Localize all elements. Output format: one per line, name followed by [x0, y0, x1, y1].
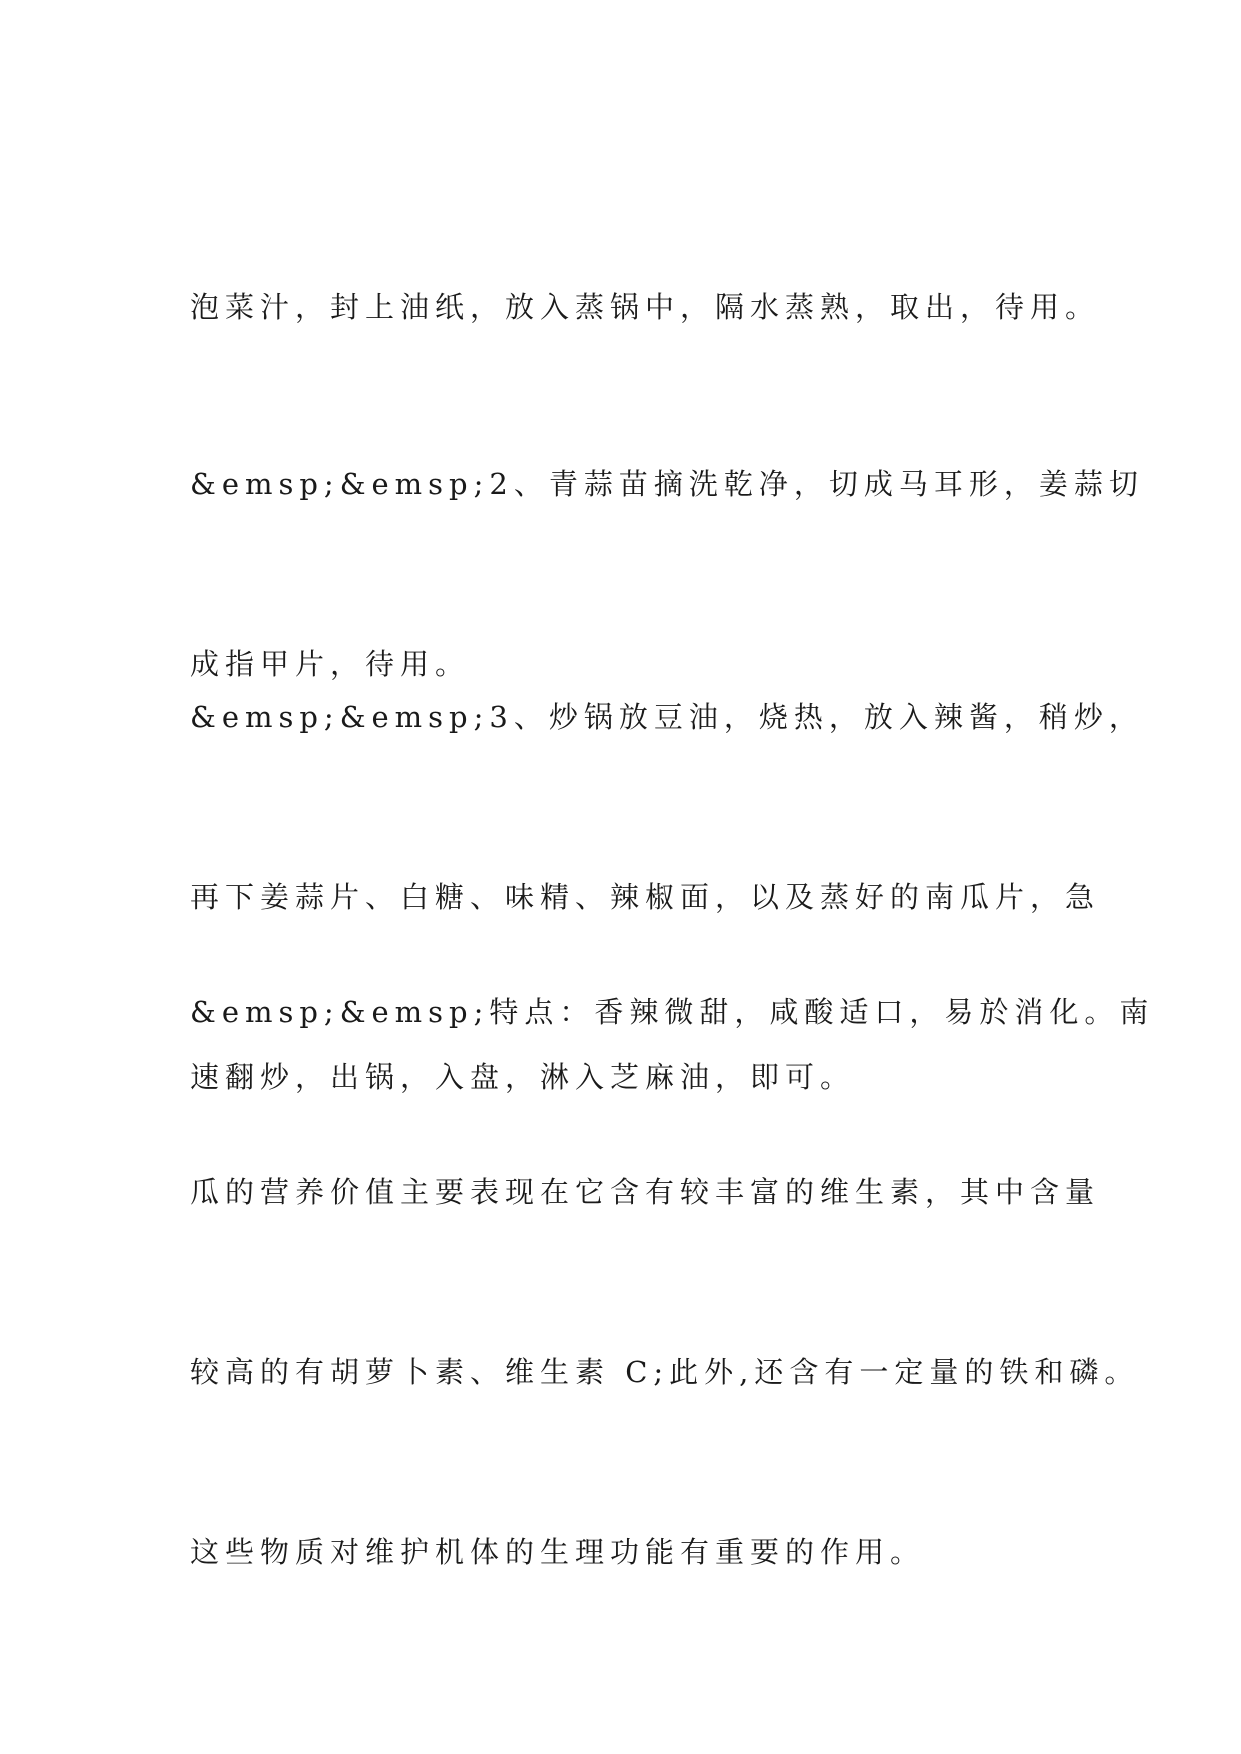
paragraph-line: &emsp;&emsp;2、青蒜苗摘洗乾净，切成马耳形，姜蒜切 [190, 467, 1144, 501]
paragraph-line: 成指甲片，待用。 [190, 647, 471, 681]
paragraph-line: 这些物质对维护机体的生理功能有重要的作用。 [190, 1535, 926, 1569]
paragraph-line: 较高的有胡萝卜素、维生素 C;此外,还含有一定量的铁和磷。 [190, 1355, 1140, 1389]
paragraph-line: &emsp;&emsp;特点：香辣微甜，咸酸适口，易於消化。南 [190, 995, 1155, 1029]
paragraph-features [190, 862, 1155, 1702]
paragraph-line: 泡菜汁，封上油纸，放入蒸锅中，隔水蒸熟，取出，待用。 [190, 290, 1101, 324]
paragraph-line: &emsp;&emsp;3、炒锅放豆油，烧热，放入辣酱，稍炒， [190, 700, 1144, 734]
paragraph-line: 再下姜蒜片、白糖、味精、辣椒面，以及蒸好的南瓜片，急 [190, 880, 1101, 914]
paragraph-line: 速翻炒，出锅，入盘，淋入芝麻油，即可。 [190, 1060, 856, 1094]
paragraph-line: 瓜的营养价值主要表现在它含有较丰富的维生素，其中含量 [190, 1175, 1101, 1209]
